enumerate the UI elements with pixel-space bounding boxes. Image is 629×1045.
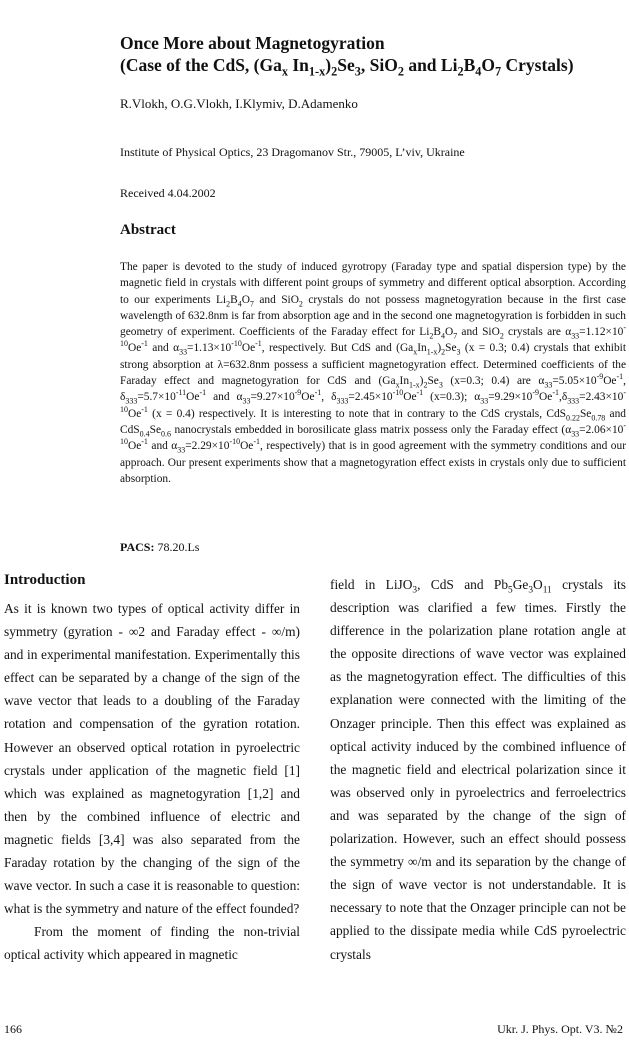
authors: R.Vlokh, O.G.Vlokh, I.Klymiv, D.Adamenko — [120, 96, 358, 111]
pacs-value: 78.20.Ls — [157, 540, 200, 554]
affiliation: Institute of Physical Optics, 23 Dragomanov Str., 79005, L’viv, Ukraine — [120, 145, 465, 159]
abstract-text: The paper is devoted to the study of induced gyrotropy (Faraday type and spatial dispersion type) by the magnetic field in crystals with different point groups of symmetry and different optical absorption. According to our experiments $Li_2B_4O_7$ and SiO$_2$ crystals do not possess magnetogyration because in the first case wavelength of 632.8nm is far from absorption age and in the second one magnetogyration is forbidden in such geometry of experiment. Coefficients of the Faraday effect for $Li_2B_4O_7$ and SiO$_2$ crystals are $\alpha_{33}=1.12\times 10^{-10}Oe^{-1}$ and $\alpha_{33}=1.13\times 10^{-10}Oe^{-1}$, respectively. But CdS and $(Ga_xIn_{1-x})_2Se_3$ (x = 0.3; 0.4) crystals that exhibit strong absorption at λ=632.8nm possess a sufficient magnetogyration effect. Determined coefficients of the Faraday effect and magnetogyration for CdS and $(Ga_xIn_{1-x})_2Se_3$ (x=0.3; 0.4) are $\alpha_{33}=5.05\times 10^{-9}Oe^{-1}$, $\delta_{333}=5.7\times 10^{-11}Oe^{-1}$ and $\alpha_{33}=9.27\times 10^{-9}Oe^{-1}$, $\delta_{333}=2.45\times 10^{-10}Oe^{-1}$ (x=0.3); $\alpha_{33}=9.29\times 10^{-9}Oe^{-1},\delta_{333}=2.43\times 10^{-10}Oe^{-1}$ (x = 0.4) respectively. It is interesting to note that in contrary to the CdS crystals, $CdS_{0.22}Se_{0.78}$ and $CdS_{0.4}Se_{0.6}$ nanocrystals embedded in borosilicate glass matrix possess only the Faraday effect ($\alpha_{33}=2.06\times 10^{-10}Oe^{-1}$ and $\alpha_{33}=2.29\times 10^{-10}Oe^{-1}$, respectively) that is in good agreement with the symmetry conditions and our approach. Our present experiments show that a magnetogyration effect exists in crystals only due to sufficient absorption. — [120, 261, 626, 485]
journal-reference: Ukr. J. Phys. Opt. V3. №2 — [497, 1022, 623, 1036]
received-date: Received 4.04.2002 — [120, 186, 216, 200]
page-number: 166 — [4, 1022, 22, 1036]
title-line-2: (Case of the CdS, ($Ga_x$ $In_{1-x})_2Se_3$, SiO$_2$ and $Li_2B_4O_7$ Crystals) — [120, 55, 574, 79]
paper-title — [120, 32, 620, 79]
pacs — [120, 540, 199, 555]
right-column — [330, 573, 626, 966]
left-column — [4, 597, 300, 967]
title-line-1: Once More about Magnetogyration — [120, 33, 385, 53]
intro-paragraph-1: As it is known two types of optical activity differ in symmetry (gyration - ∞2 and Faraday effect - ∞/m) and in experimental manifestation. Experimentally this effect can be separated by a change of the sign of the wave vector that leads to a doubling of the Faraday rotation and compensation of the gyration rotation. However an observed optical rotation in pyroelectric crystals under application of the magnetic field [1] which was explained as magnetogyration [1,2] and then by the combined influence of electric and magnetic fields [3,4] was also separated from the Faraday rotation by the changing of the sign of the wave vector. In such a case it is reasonable to question: what is the symmetry and nature of the effect founded? — [4, 601, 300, 917]
introduction-heading: Introduction — [4, 572, 86, 588]
intro-paragraph-2: From the moment of finding the non-trivial optical activity which appeared in magnetic — [4, 924, 300, 963]
abstract-heading: Abstract — [120, 222, 176, 238]
intro-paragraph-3: field in LiJO$_3$, CdS and $Pb_5Ge_3O_{11}$ crystals its description was clarified a few times. Firstly the difference in the polarization plane rotation angle at the opposite directions of wave vector was explained as the magnetogyration effect. The difficulties of this explanation were connected with the limiting of the Onzager principle. Then this effect was explained as optical activity induced by the combined influence of the magnetic field and electrical polarization since it was observed only in pyroelectrics and ferroelectrics and was separated by the change of the sign of polarization. However, such an effect should possess the symmetry ∞/m and its separation by the change of the sign of wave vector is not understandable. It is necessary to note that the Onzager principle can not be applied to the dissipate media while CdS pyroelectric crystals — [330, 577, 626, 962]
pacs-label: PACS: — [120, 540, 155, 554]
